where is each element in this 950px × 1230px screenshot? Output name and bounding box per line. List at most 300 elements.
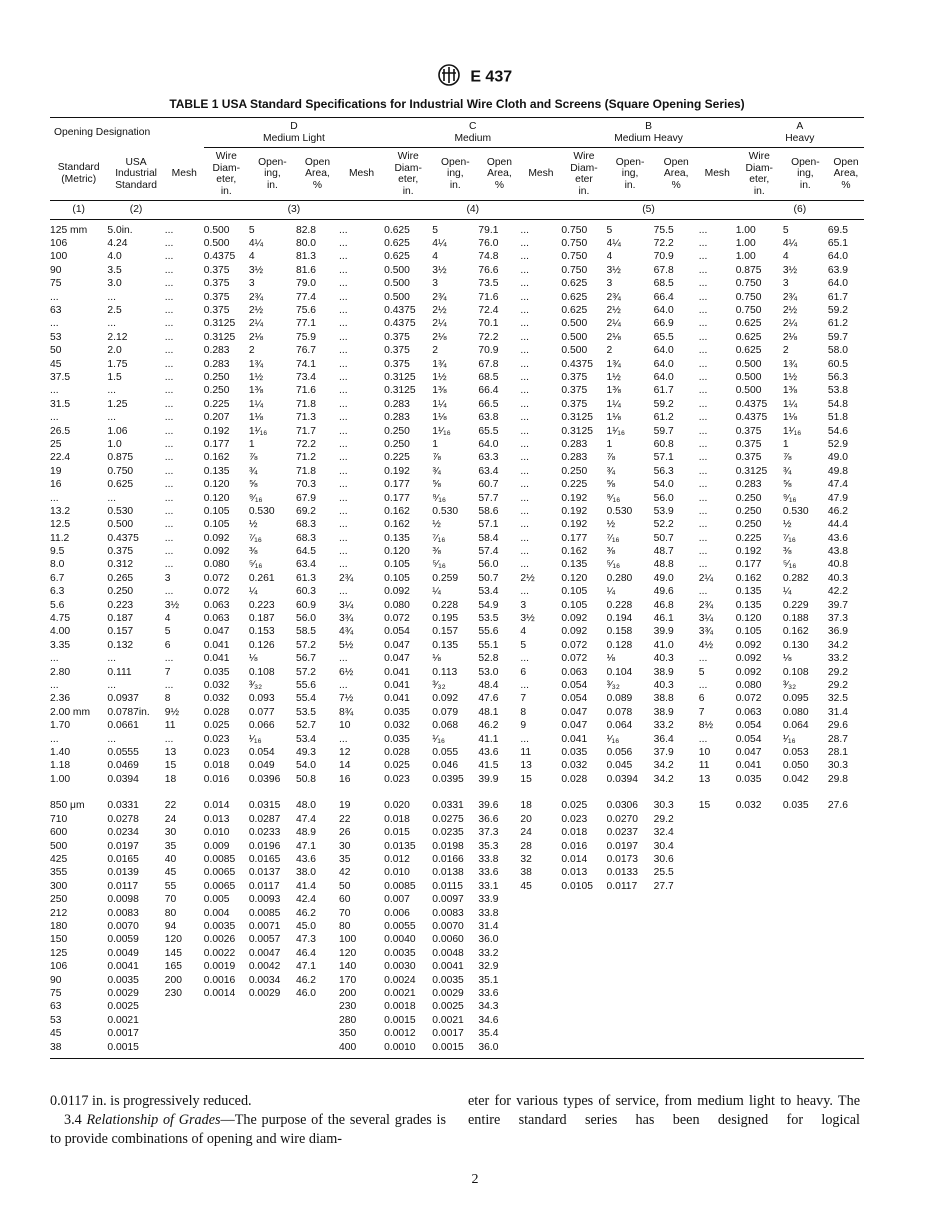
table-row: [50, 760, 864, 773]
table-cell: 55: [164, 880, 177, 892]
table-cell: 0.625: [384, 224, 410, 236]
table-cell: 0.188: [782, 613, 809, 625]
table-cell: ...: [698, 264, 708, 276]
table-cell: 0.283: [735, 479, 762, 491]
table-cell: 0.046: [432, 760, 459, 772]
table-cell: 82.8: [295, 224, 317, 236]
table-cell: 0.0065: [203, 880, 236, 892]
table-cell: 4¼: [606, 238, 621, 250]
table-cell: 1¾: [432, 358, 447, 370]
table-cell: 0.064: [782, 720, 809, 732]
table-cell: [249, 1027, 296, 1040]
table-cell: [828, 880, 864, 893]
table-cell: 72.2: [653, 238, 674, 250]
table-cell: 0.375: [735, 452, 762, 464]
table-cell: 39.9: [653, 626, 674, 638]
table-cell: ...: [50, 679, 59, 691]
table-cell: ⅛: [606, 653, 616, 665]
table-cell: ...: [520, 492, 530, 504]
table-cell: 0.035: [561, 746, 588, 758]
table-cell: 1⅛: [606, 412, 621, 424]
page-number: 2: [471, 1172, 479, 1187]
table-cell: 0.0019: [203, 961, 236, 973]
table-title: TABLE 1 USA Standard Specifications for Industrial Wire Cloth and Screens (Square Opening Series): [169, 97, 745, 111]
table-row: [50, 706, 864, 719]
table-cell: 25.5: [653, 867, 674, 879]
table-cell: 200: [339, 987, 357, 999]
table-cell: 30.6: [653, 854, 674, 866]
table-cell: ...: [107, 733, 116, 745]
table-cell: ...: [339, 371, 348, 383]
document-header: [0, 64, 950, 91]
table-cell: 106: [50, 961, 68, 973]
table-cell: 0.0275: [432, 813, 464, 825]
table-cell: 0.025: [561, 800, 588, 812]
table-cell: 0.0035: [107, 974, 139, 986]
table-cell: 53.5: [478, 613, 499, 625]
table-cell: ...: [164, 546, 174, 558]
table-cell: 0.0394: [107, 773, 139, 785]
table-cell: [783, 853, 828, 866]
table-cell: 0.0093: [248, 894, 281, 906]
table-cell: 59.7: [653, 425, 674, 437]
table-cell: 36.0: [478, 934, 499, 946]
table-cell: 0.077: [248, 706, 275, 718]
table-cell: 64.0: [653, 305, 674, 317]
table-cell: 60.8: [653, 438, 674, 450]
table-cell: [783, 1027, 828, 1040]
table-cell: 0.0047: [248, 947, 281, 959]
table-cell: 0.0937: [107, 693, 139, 705]
table-cell: 0.0018: [384, 1001, 416, 1013]
table-cell: 0.0041: [432, 961, 464, 973]
table-cell: 2½: [432, 305, 447, 317]
table-cell: 0.072: [561, 639, 588, 651]
table-cell: 58.5: [295, 626, 317, 638]
table-cell: [520, 960, 561, 973]
table-cell: 2½: [782, 305, 798, 317]
table-cell: 0.018: [561, 827, 588, 839]
table-cell: [699, 853, 736, 866]
table-cell: 0.153: [248, 626, 275, 638]
table-cell: [654, 1027, 699, 1040]
table-cell: [607, 960, 654, 973]
table-cell: 9½: [164, 706, 180, 718]
table-cell: 1.06: [107, 425, 128, 437]
table-cell: 0.050: [782, 760, 809, 772]
table-cell: 710: [50, 813, 68, 825]
table-cell: 26.5: [50, 425, 71, 437]
table-cell: 0.192: [735, 546, 762, 558]
table-cell: 0.032: [735, 800, 762, 812]
table-cell: [828, 853, 864, 866]
table-row: [50, 679, 864, 692]
table-cell: 0.225: [203, 398, 230, 410]
table-cell: [654, 1041, 699, 1054]
table-cell: [783, 987, 828, 1000]
table-cell: 0.0049: [107, 947, 139, 959]
table-cell: 0.177: [384, 492, 410, 504]
table-cell: 63.4: [478, 465, 499, 477]
table-cell: ...: [339, 305, 348, 317]
table-cell: 0.0115: [432, 880, 464, 892]
table-cell: ...: [698, 305, 708, 317]
table-cell: 58.0: [827, 345, 848, 357]
table-cell: 59.2: [827, 305, 848, 317]
table-cell: 0.072: [203, 572, 230, 584]
table-cell: 0.259: [432, 572, 459, 584]
table-cell: ¼: [248, 586, 258, 598]
table-cell: 48.8: [653, 559, 674, 571]
table-cell: [699, 1014, 736, 1027]
table-cell: 0.0117: [107, 880, 139, 892]
table-cell: 7: [520, 693, 527, 705]
table-cell: 46.2: [295, 974, 317, 986]
table-cell: ...: [107, 679, 116, 691]
table-cell: 0.078: [606, 706, 633, 718]
table-cell: [828, 934, 864, 947]
table-cell: 0.0396: [248, 773, 281, 785]
table-cell: 0.111: [107, 666, 132, 678]
table-cell: 0.105: [735, 626, 762, 638]
table-cell: 53: [50, 331, 62, 343]
table-cell: ...: [164, 519, 174, 531]
table-cell: 0.028: [384, 746, 410, 758]
table-cell: 0.0198: [432, 840, 464, 852]
table-cell: 2½: [606, 305, 621, 317]
table-cell: 0.0098: [107, 894, 139, 906]
table-cell: [654, 934, 699, 947]
table-cell: [561, 907, 606, 920]
table-cell: [561, 894, 606, 907]
table-cell: 40.3: [827, 572, 848, 584]
table-cell: 43.8: [827, 546, 848, 558]
table-cell: 75.9: [295, 331, 317, 343]
table-cell: 16: [339, 773, 351, 785]
table-cell: ...: [164, 438, 174, 450]
table-cell: ...: [698, 331, 708, 343]
table-cell: 0.032: [203, 679, 230, 691]
table-cell: 0.162: [561, 546, 588, 558]
table-cell: 2¾: [432, 291, 447, 303]
wire-diameter-header: Wire Diam- eter, in.: [212, 151, 241, 197]
table-cell: 0.625: [735, 331, 762, 343]
table-cell: [736, 920, 783, 933]
table-cell: 57.1: [653, 452, 674, 464]
table-cell: 2.80: [50, 666, 71, 678]
table-cell: 1¾: [606, 358, 621, 370]
table-cell: 2¼: [698, 572, 714, 584]
table-row: [50, 626, 864, 639]
table-row: [50, 278, 864, 291]
table-cell: 3: [432, 278, 439, 290]
table-cell: 120: [164, 934, 182, 946]
table-cell: 24: [520, 827, 532, 839]
table-cell: ...: [698, 291, 708, 303]
table-cell: 0.500: [561, 331, 588, 343]
table-cell: 6: [164, 639, 171, 651]
table-cell: 35: [164, 840, 177, 852]
table-cell: ⅛: [248, 653, 258, 665]
table-cell: 70.9: [478, 345, 499, 357]
table-cell: 53.4: [478, 586, 499, 598]
table-cell: [699, 920, 736, 933]
table-cell: 0.0278: [107, 813, 139, 825]
table-cell: 0.177: [735, 559, 762, 571]
table-cell: 0.750: [107, 465, 134, 477]
table-cell: ...: [339, 438, 348, 450]
table-cell: 0.0035: [432, 974, 464, 986]
table-cell: 0.054: [735, 733, 762, 745]
table-cell: 0.135: [561, 559, 588, 571]
table-cell: ...: [164, 358, 174, 370]
table-cell: ...: [698, 559, 708, 571]
table-cell: [828, 1001, 864, 1014]
table-cell: 0.0014: [203, 987, 236, 999]
opening-header: Open- ing, in.: [441, 156, 470, 191]
table-cell: 49.0: [827, 452, 848, 464]
table-row: [50, 639, 864, 652]
table-cell: ...: [164, 492, 174, 504]
table-cell: [296, 1041, 339, 1054]
table-cell: ...: [164, 385, 174, 397]
table-cell: 0.187: [107, 613, 134, 625]
table-cell: 0.3125: [384, 371, 416, 383]
table-cell: ...: [520, 224, 530, 236]
section-3-4-paragraph: 3.4 Relationship of Grades—The purpose of the several grades is to provide combinations of opening and wire diam-: [50, 1112, 446, 1147]
table-row: [50, 733, 864, 746]
table-cell: 57.7: [478, 492, 499, 504]
table-cell: [736, 907, 783, 920]
table-cell: 150: [50, 934, 68, 946]
table-cell: 0.0035: [384, 947, 416, 959]
table-cell: ...: [520, 546, 530, 558]
table-cell: 1¼: [606, 398, 621, 410]
table-cell: 1¼: [248, 398, 264, 410]
table-cell: [561, 920, 606, 933]
table-cell: 0.0469: [107, 760, 139, 772]
table-cell: 47.4: [827, 479, 848, 491]
table-cell: 0.625: [735, 345, 762, 357]
table-cell: 0.023: [203, 746, 230, 758]
table-cell: 46.2: [478, 720, 499, 732]
table-cell: 250: [50, 894, 68, 906]
table-cell: 1⅜: [248, 385, 264, 397]
table-cell: 0.0021: [432, 1014, 464, 1026]
table-cell: 0.068: [432, 720, 459, 732]
table-cell: 49.8: [827, 465, 848, 477]
table-cell: 94: [164, 921, 177, 932]
table-cell: 3: [248, 278, 255, 290]
table-cell: 0.0040: [384, 934, 416, 946]
grade-a-header: A Heavy: [736, 118, 864, 148]
table-cell: 0.530: [606, 505, 633, 517]
table-cell: 10: [339, 720, 351, 732]
table-cell: ...: [339, 479, 348, 491]
table-cell: ...: [107, 385, 116, 397]
table-cell: [561, 987, 606, 1000]
table-cell: 2: [782, 345, 789, 357]
table-cell: 37.3: [478, 827, 499, 839]
open-area-header: Open Area, %: [833, 156, 859, 191]
table-cell: ...: [164, 224, 174, 236]
table-cell: 0.283: [203, 345, 230, 357]
table-row: [50, 264, 864, 277]
table-cell: 3: [606, 278, 613, 290]
grade-c-header: C Medium: [384, 118, 561, 148]
table-cell: ...: [339, 238, 348, 250]
table-cell: 75.6: [295, 305, 317, 317]
table-cell: 0.023: [203, 733, 230, 745]
table-cell: 26: [339, 827, 351, 839]
table-cell: [654, 907, 699, 920]
table-cell: 0.250: [561, 465, 588, 477]
table-cell: 33.6: [478, 867, 499, 879]
table-cell: 0.265: [107, 572, 134, 584]
table-cell: ...: [339, 586, 348, 598]
table-row: [50, 813, 864, 826]
table-row: [50, 331, 864, 344]
table-cell: 46.4: [295, 947, 317, 959]
table-cell: ...: [339, 358, 348, 370]
table-cell: [783, 920, 828, 933]
table-cell: 0.0024: [384, 974, 416, 986]
table-cell: 5½: [339, 639, 354, 651]
table-cell: 45: [50, 358, 62, 370]
table-cell: ...: [520, 559, 530, 571]
table-cell: 0.0041: [107, 961, 139, 973]
table-cell: [520, 1041, 561, 1054]
table-cell: 70.9: [653, 251, 674, 263]
table-cell: 0.162: [735, 572, 762, 584]
table-cell: [607, 1001, 654, 1014]
table-cell: ¹⁄₁₆: [248, 733, 262, 745]
table-cell: [607, 920, 654, 933]
table-cell: 2¼: [782, 318, 798, 330]
table-cell: 3.5: [107, 264, 122, 276]
table-cell: ...: [520, 532, 530, 544]
table-cell: 0.280: [606, 572, 633, 584]
table-cell: 63: [50, 305, 62, 317]
table-cell: 0.015: [384, 827, 410, 839]
table-cell: 1¾: [782, 358, 798, 370]
table-cell: 64.0: [653, 345, 674, 357]
table-cell: 0.225: [384, 452, 410, 464]
table-cell: 54.0: [295, 760, 317, 772]
table-body: [50, 220, 864, 1055]
table-cell: ...: [164, 505, 174, 517]
table-cell: 0.250: [203, 385, 230, 397]
table-cell: 24: [164, 813, 177, 825]
table-cell: 63.4: [295, 559, 317, 571]
body-paragraph: eter for various types of service, from medium light to heavy. The entire standard series has been designed for logical: [468, 1093, 860, 1128]
table-cell: 125: [50, 947, 68, 959]
table-cell: 1¹⁄₁₆: [432, 425, 451, 437]
table-cell: 38.8: [653, 693, 674, 705]
table-cell: [828, 813, 864, 826]
table-cell: [699, 1027, 736, 1040]
table-cell: 46.2: [295, 907, 317, 919]
table-cell: 2.36: [50, 693, 71, 705]
table-cell: [783, 827, 828, 840]
table-row: [50, 827, 864, 840]
table-cell: 3½: [164, 599, 180, 611]
table-cell: [561, 1001, 606, 1014]
table-cell: [736, 934, 783, 947]
table-cell: 0.750: [735, 278, 762, 290]
table-cell: ...: [164, 586, 174, 598]
table-cell: 3½: [432, 264, 447, 276]
table-cell: ...: [164, 305, 174, 317]
table-cell: [736, 1041, 783, 1054]
table-cell: 13: [698, 773, 711, 785]
table-cell: 0.0017: [432, 1028, 464, 1040]
table-row: [50, 987, 864, 1000]
table-row: [50, 1001, 864, 1014]
table-cell: 0.229: [782, 599, 809, 611]
table-cell: ...: [520, 385, 530, 397]
table-cell: 2¾: [339, 572, 354, 584]
table-cell: 4¾: [339, 626, 354, 638]
table-cell: 0.375: [561, 398, 588, 410]
table-cell: 0.105: [203, 505, 230, 517]
table-row: [50, 653, 864, 666]
table-cell: 1.25: [107, 398, 128, 410]
table-cell: ⁹⁄₁₆: [248, 492, 263, 504]
table-cell: 0.0025: [432, 1001, 464, 1013]
table-row: [50, 840, 864, 853]
table-cell: 0.530: [107, 505, 134, 517]
table-row: [50, 465, 864, 478]
table-cell: 100: [50, 251, 68, 263]
table-cell: 61.3: [295, 572, 317, 584]
table-cell: 0.010: [384, 867, 410, 879]
table-cell: 60: [339, 894, 351, 906]
table-cell: [699, 987, 736, 1000]
table-cell: 0.500: [735, 385, 762, 397]
table-cell: 67.8: [478, 358, 499, 370]
table-cell: 0.092: [735, 653, 762, 665]
table-cell: ...: [698, 586, 708, 598]
table-cell: 0.192: [561, 519, 588, 531]
table-cell: ...: [339, 546, 348, 558]
table-cell: 11: [164, 720, 176, 732]
table-cell: ¼: [432, 586, 441, 598]
table-cell: 0.194: [606, 613, 633, 625]
table-cell: ...: [520, 318, 530, 330]
table-cell: 0.250: [735, 505, 762, 517]
table-cell: 0.004: [203, 907, 230, 919]
table-cell: [654, 1001, 699, 1014]
table-cell: 1¼: [782, 398, 798, 410]
table-cell: 0.041: [735, 760, 762, 772]
table-cell: 71.8: [295, 398, 317, 410]
table-cell: 3¾: [698, 626, 714, 638]
table-cell: 0.105: [561, 586, 588, 598]
table-cell: 46.1: [653, 613, 674, 625]
table-cell: 64.5: [295, 546, 317, 558]
table-cell: [736, 827, 783, 840]
table-cell: [783, 840, 828, 853]
table-cell: 0.530: [432, 505, 459, 517]
opening-header: Open- ing, in.: [615, 156, 645, 191]
table-cell: ...: [164, 733, 174, 745]
table-cell: 0.375: [735, 425, 762, 437]
open-area-header: Open Area, %: [486, 156, 513, 191]
table-cell: ...: [520, 345, 530, 357]
wire-diameter-header: Wire Diam- eter in.: [570, 151, 598, 197]
table-cell: 0.028: [203, 706, 230, 718]
